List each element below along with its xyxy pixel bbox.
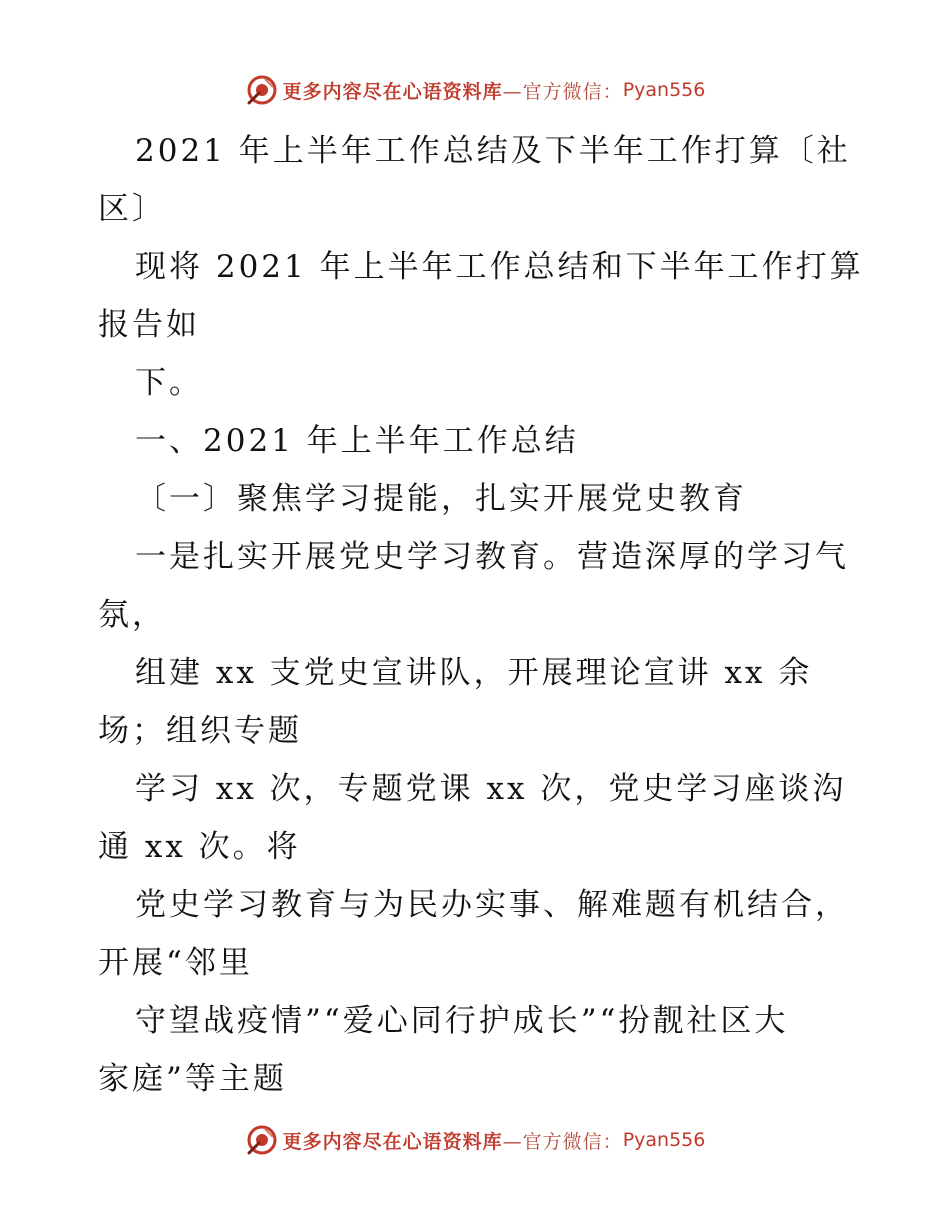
doc-subsection-heading: 〔一〕聚焦学习提能，扎实开展党史教育 [135, 481, 747, 517]
doc-paragraph-line: 守望战疫情”“爱心同行护成长”“扮靓社区大 [135, 1003, 789, 1039]
doc-paragraph-line: 氛， [98, 597, 166, 633]
doc-paragraph-line: 家庭”等主题 [98, 1061, 287, 1097]
doc-paragraph-line: 学习 xx 次，专题党课 xx 次，党史学习座谈沟 [135, 771, 847, 807]
banner-separator-text: —官方微信： [502, 80, 623, 103]
pen-seal-logo-icon [245, 1123, 279, 1157]
doc-paragraph-line: 报告如 [98, 307, 200, 343]
banner-separator-text: —官方微信： [502, 1130, 623, 1153]
doc-paragraph-line: 组建 xx 支党史宣讲队，开展理论宣讲 xx 余 [135, 655, 813, 691]
doc-paragraph-line: 现将 2021 年上半年工作总结和下半年工作打算 [135, 249, 864, 285]
footer-banner [0, 1120, 950, 1160]
header-banner [0, 70, 950, 110]
doc-paragraph-line: 下。 [135, 365, 203, 401]
doc-paragraph-line: 通 xx 次。将 [98, 829, 301, 865]
doc-paragraph-line: 党史学习教育与为民办实事、解难题有机结合， [135, 887, 849, 923]
pen-seal-logo-icon [245, 73, 279, 107]
doc-paragraph-line: 一是扎实开展党史学习教育。营造深厚的学习气 [135, 539, 849, 575]
banner-site-text: 更多内容尽在心语资料库 [282, 1130, 503, 1153]
banner-wechat-id: Pyan556 [622, 1129, 706, 1151]
doc-paragraph-line: 场；组织专题 [98, 713, 302, 749]
doc-title-line-2: 区〕 [98, 191, 166, 227]
doc-title-line-1: 2021 年上半年工作总结及下半年工作打算〔社 [135, 133, 851, 169]
banner-wechat-id: Pyan556 [622, 79, 706, 101]
banner-site-text: 更多内容尽在心语资料库 [282, 80, 503, 103]
doc-paragraph-line: 开展“邻里 [98, 945, 253, 981]
document-body [98, 122, 864, 1108]
doc-section-heading: 一、2021 年上半年工作总结 [135, 423, 579, 459]
